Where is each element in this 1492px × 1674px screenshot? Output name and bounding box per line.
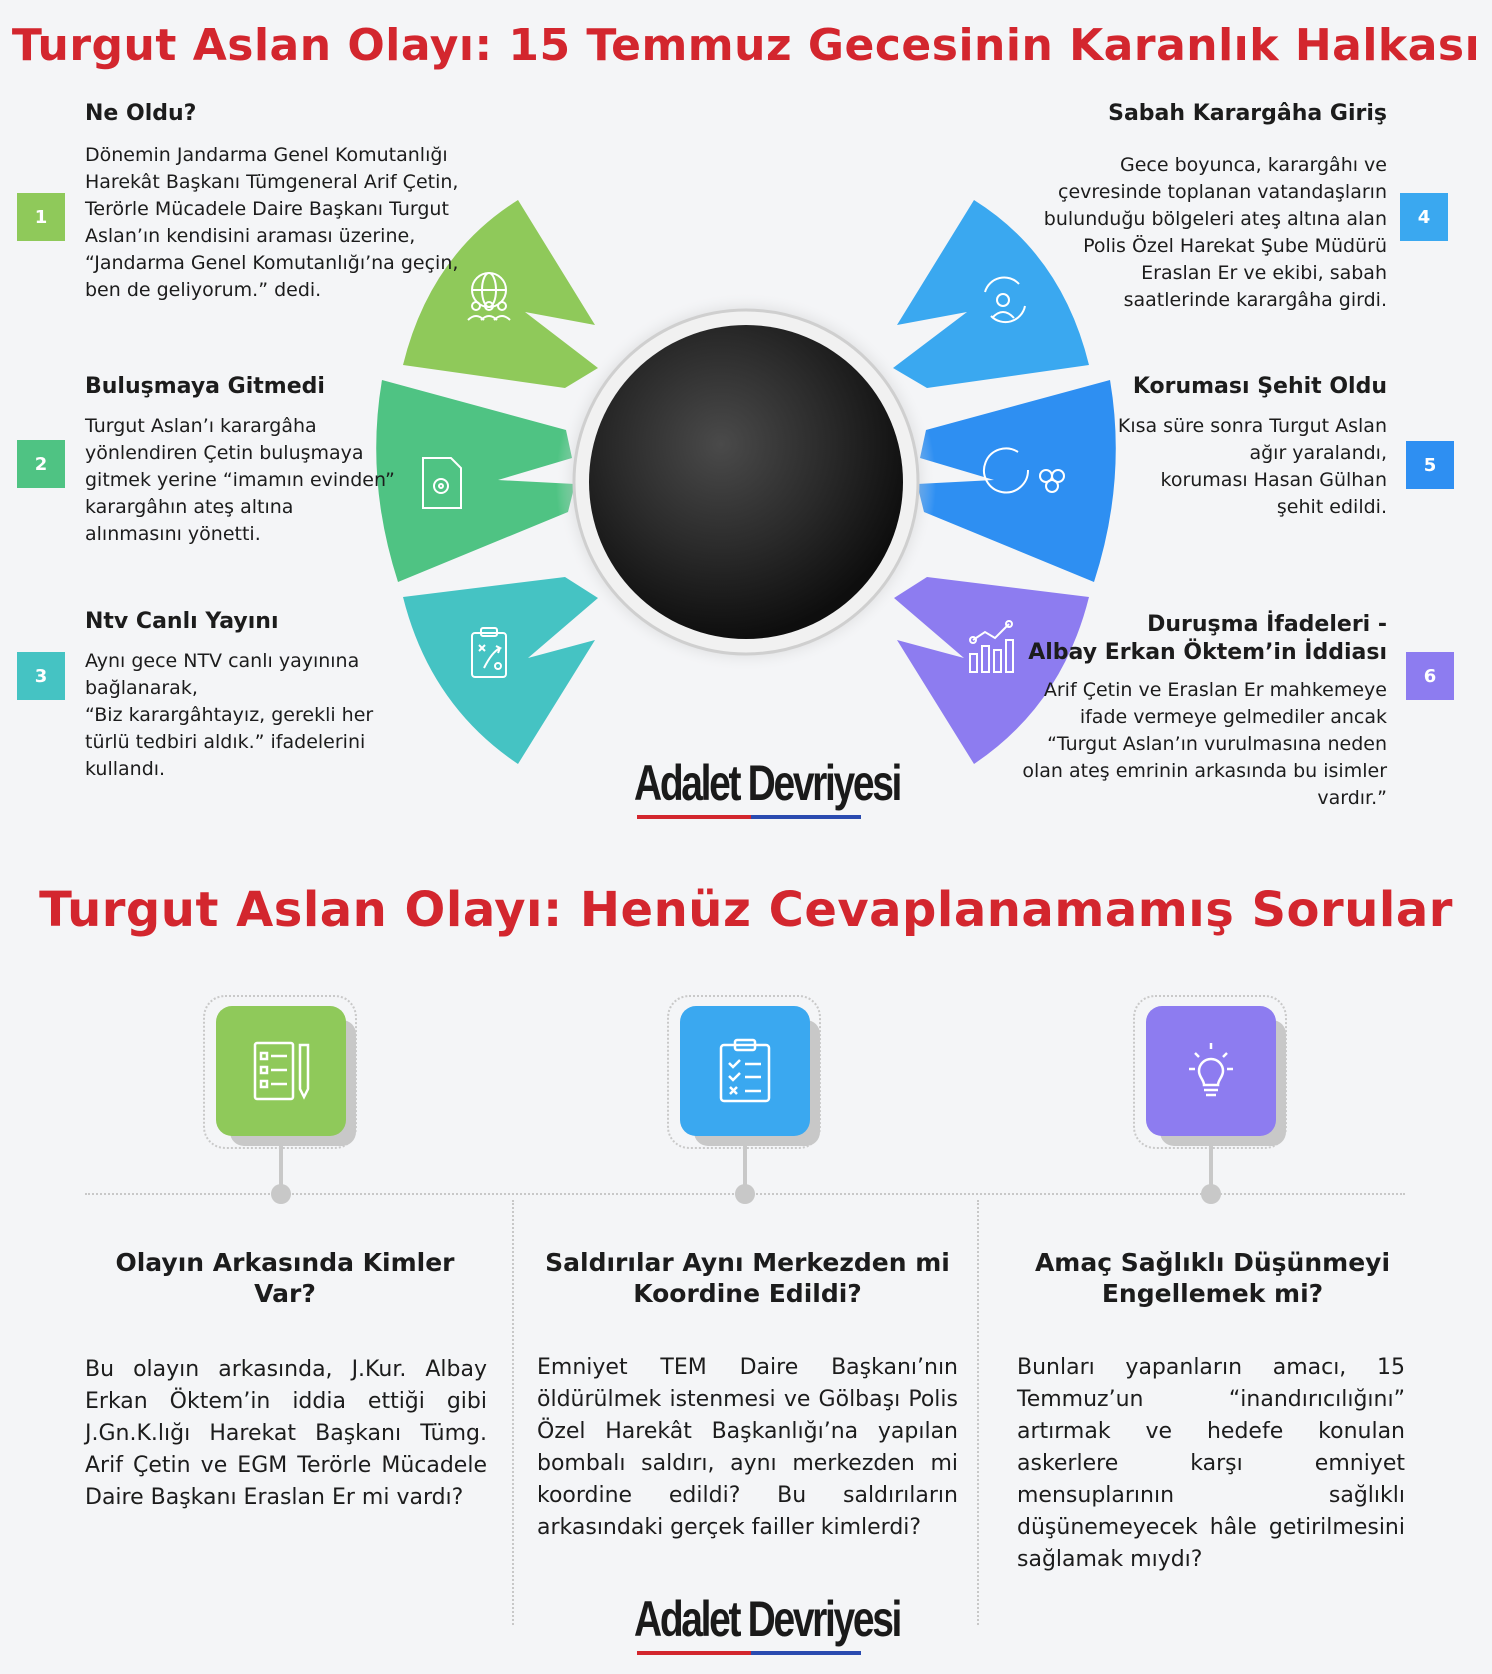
step-number-badge: 5 — [1406, 441, 1454, 489]
step-body: Aynı gece NTV canlı yayınına bağlanarak, “Biz karargâhtayız, gerekli her türlü tedbiri aldık.” ifadelerini kullandı. — [85, 650, 374, 780]
question-card — [1146, 1006, 1276, 1136]
column-divider — [512, 1200, 514, 1625]
brand-logo: Adalet Devriyesi — [634, 755, 901, 811]
central-sphere — [589, 325, 903, 639]
lightbulb-icon — [1175, 1035, 1247, 1107]
question-heading: Amaç Sağlıklı Düşünmeyi Engellemek mi? — [1034, 1248, 1391, 1308]
column-divider — [977, 1200, 979, 1625]
question-heading: Saldırılar Aynı Merkezden mi Koordine Edildi? — [545, 1248, 950, 1308]
step-heading: Duruşma İfadeleri - Albay Erkan Öktem’in İddiası — [1028, 612, 1387, 665]
step-heading: Koruması Şehit Oldu — [1132, 374, 1387, 399]
clipboard-check-icon — [709, 1035, 781, 1107]
step-number-badge: 1 — [17, 193, 65, 241]
step-body: Arif Çetin ve Eraslan Er mahkemeye ifade vermeye gelmediler ancak “Turgut Aslan’ın vurulmasına neden olan ateş emrinin arkasında bu isimler vardır.” — [1022, 679, 1387, 809]
petal-3 — [403, 577, 598, 764]
step-number-badge: 2 — [17, 440, 65, 488]
timeline-divider — [85, 1193, 1405, 1195]
step-number-badge: 6 — [1406, 652, 1454, 700]
step-5 — [1080, 373, 1387, 521]
question-body: Bu olayın arkasında, J.Kur. Albay Erkan Öktem’in iddia ettiği gibi J.Gn.K.lığı Harekat Başkanı Tümg. Arif Çetin ve EGM Terörle Mücadele Daire Başkanı Eraslan Er mi vardı? — [85, 1357, 487, 1510]
step-heading: Ne Oldu? — [85, 101, 197, 126]
step-heading: Ntv Canlı Yayını — [85, 609, 279, 634]
logo-underline-red — [637, 815, 751, 819]
step-number-badge: 4 — [1400, 193, 1448, 241]
logo-underline-red — [637, 1651, 751, 1655]
section-title: Turgut Aslan Olayı: Henüz Cevaplanamamış Sorular — [39, 882, 1453, 938]
step-body: Dönemin Jandarma Genel Komutanlığı Harekât Başkanı Tümgeneral Arif Çetin, Terörle Mücadele Daire Başkanı Turgut Aslan’ın kendisini araması üzerine, “Jandarma Genel Komutanlığı’na geçin, ben de geliyorum.” dedi. — [85, 144, 459, 301]
step-6 — [1020, 611, 1387, 812]
step-body: Gece boyunca, karargâhı ve çevresinde toplanan vatandaşların bulunduğu bölgeleri ateş altına alan Polis Özel Harekat Şube Müdürü Eraslan Er ve ekibi, sabah saatlerinde karargâha girdi. — [1043, 154, 1387, 311]
logo-underline-blue — [751, 815, 861, 819]
question-card — [216, 1006, 346, 1136]
logo-underline-blue — [751, 1651, 861, 1655]
step-number-badge: 3 — [17, 652, 65, 700]
step-heading: Buluşmaya Gitmedi — [85, 374, 325, 399]
step-body: Kısa süre sonra Turgut Aslan ağır yaralandı, koruması Hasan Gülhan şehit edildi. — [1117, 415, 1387, 518]
question-heading: Olayın Arkasında Kimler Var? — [115, 1248, 455, 1308]
step-3 — [85, 608, 385, 783]
step-body: Turgut Aslan’ı karargâha yönlendiren Çetin buluşmaya gitmek yerine “imamın evinden” karargâhın ateş altına alınmasını yönetti. — [85, 415, 395, 545]
step-4 — [1000, 100, 1387, 314]
page-title: Turgut Aslan Olayı: 15 Temmuz Gecesinin Karanlık Halkası — [11, 20, 1481, 71]
step-heading: Sabah Karargâha Giriş — [1108, 101, 1387, 126]
brand-logo: Adalet Devriyesi — [634, 1591, 901, 1647]
question-body: Emniyet TEM Daire Başkanı’nın öldürülmek istenmesi ve Gölbaşı Polis Özel Harekât Başkanlığı’na yapılan bombalı saldırı, aynı merkezden mi koordine edildi? Bu saldırıların arkasındaki gerçek failler kimlerdi? — [537, 1355, 958, 1540]
step-2 — [85, 373, 415, 548]
question-body: Bunları yapanların amacı, 15 Temmuz’un “inandırıcılığını” artırmak ve hedefe konulan askerlere karşı emniyet mensuplarının sağlıklı düşünemeyecek hâle getirilmesini sağlamak mıydı? — [1017, 1355, 1405, 1572]
step-1 — [85, 100, 465, 304]
question-card — [680, 1006, 810, 1136]
checklist-pencil-icon — [245, 1035, 317, 1107]
